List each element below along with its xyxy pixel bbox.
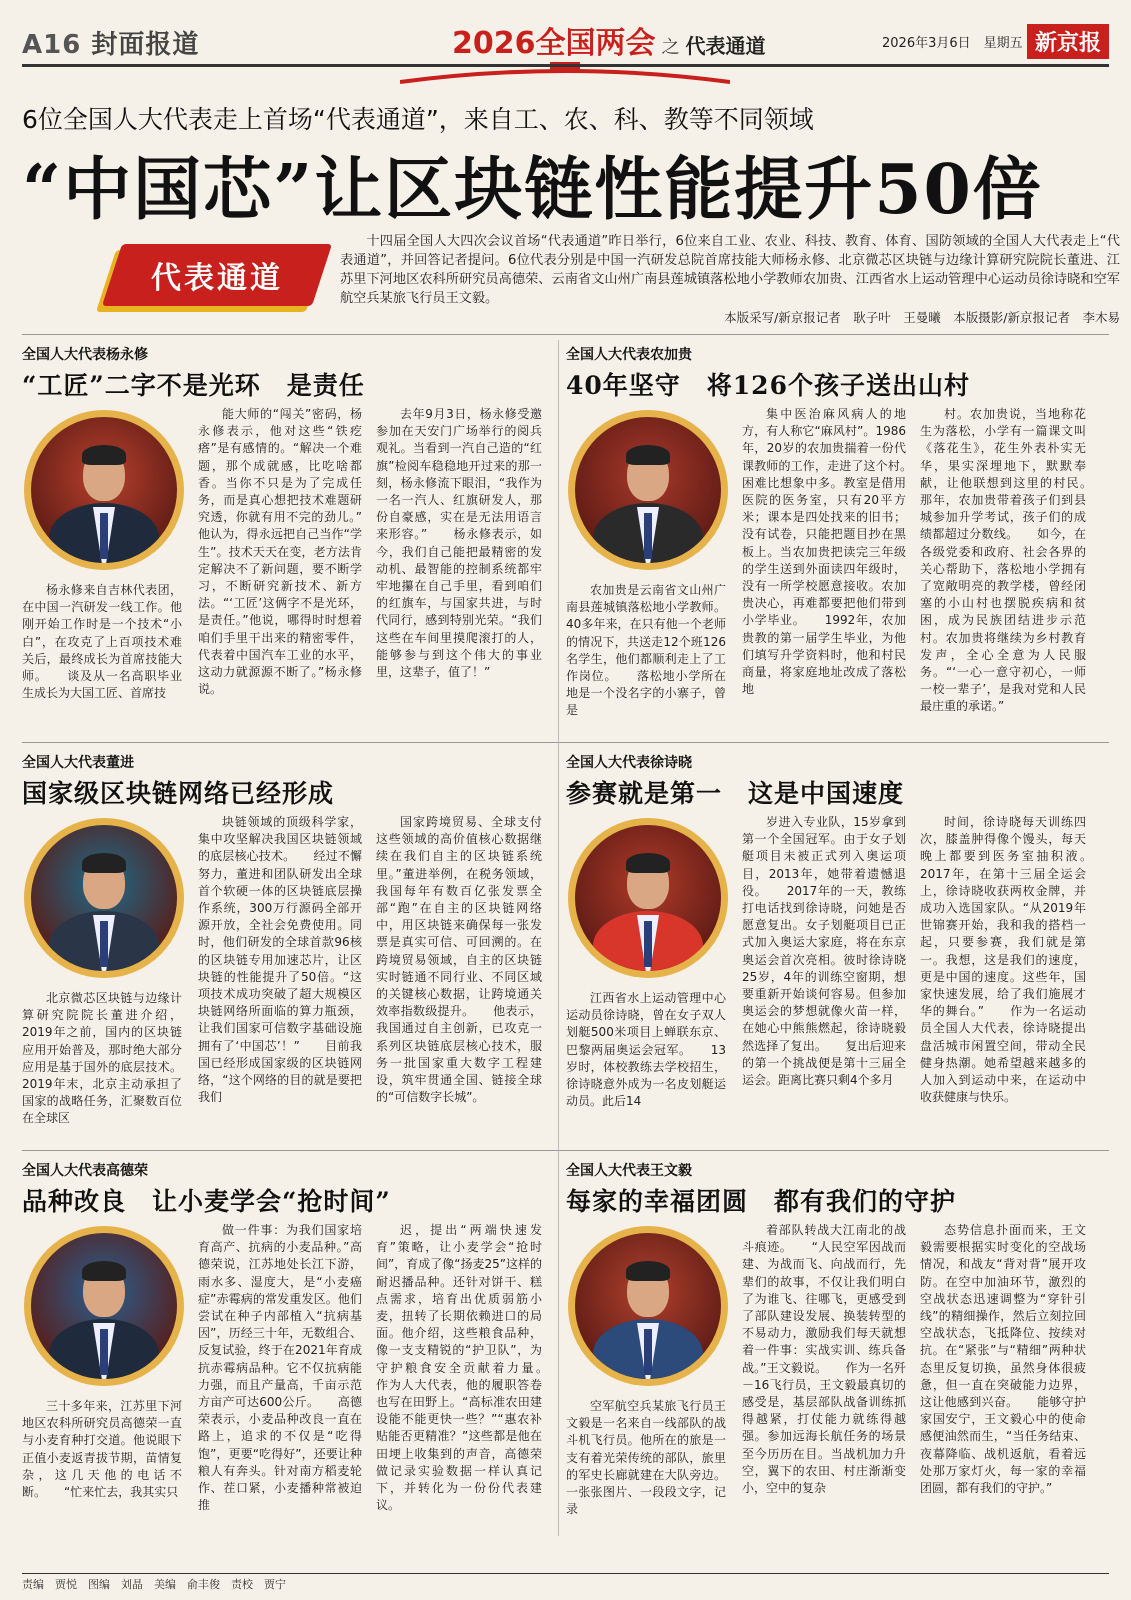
main-headline: “中国芯”让区块链性能提升50倍 xyxy=(22,150,1043,230)
article-column-2: 块链领域的顶级科学家，集中攻坚解决我国区块链领域的底层核心技术。 经过不懈努力，董进和团队研发出全球首个软硬一体的区块链底层操作系统，300万行源码全部开源开放，全社会免费使用。同时，他们研发的全球首款96核的区块链专用加速芯片，让区块链的性能提升了50倍。“这项技术成功突破了超大规模区块链网络所面临的算力瓶颈，让我们国家可信数字基础设施拥有了‘中国芯’！” 目前我国已经形成国家级的区块链网络，“这个网络的目的就是要把我们 xyxy=(198,815,362,1105)
article-title: 每家的幸福团圆 都有我们的守护 xyxy=(566,1187,957,1216)
article-body xyxy=(22,406,552,746)
issue-date xyxy=(882,32,1023,51)
lead-text: 十四届全国人大四次会议首场“代表通道”昨日举行，6位来自工业、农业、科技、教育、体育、国防领域的全国人大代表走上“代表通道”，并回答记者提问。6位代表分别是中国一汽研发总院首席技能大师杨永修、北京微芯区块链与边缘计算研究院院长董进、江苏里下河地区农科所研究员高德荣、云南省文山州广南县莲城镇落松地小学教师农加贵、江西省水上运动管理中心运动员徐诗晓和空军航空兵某旅飞行员王文毅。 xyxy=(340,234,1120,306)
article-column-3: 村。农加贵说，当地称花生为落松，小学有一篇课文叫《落花生》，花生外表朴实无华，果实深埋地下，默默奉献，让他联想到这里的村民。 那年，农加贵带着孩子们到县城参加升学考试，孩子们的成绩都超过分数线。 如今，在各级党委和政府、社会各界的关心帮助下，落松地小学拥有了宽敞明亮的教学楼，曾经闭塞的小山村也摆脱疾病和贫困，成为民族团结进步示范村。农加贵将继续为乡村教育发声，全心全意为人民服务。“‘一心一意守初心，一师一校一辈子’，是我对党和人民最庄重的承诺。” xyxy=(920,407,1086,714)
article-deputy-tag: 全国人大代表农加贵 xyxy=(566,347,692,363)
channel-badge xyxy=(112,244,322,306)
deputy-portrait xyxy=(568,818,728,978)
article-body xyxy=(566,406,1096,746)
deputy-portrait xyxy=(24,818,184,978)
brand-logo: 新京报 xyxy=(1027,24,1109,59)
event-connector: 之 xyxy=(661,37,680,58)
article-block xyxy=(566,752,1096,1109)
article-deputy-tag: 全国人大代表董进 xyxy=(22,755,134,771)
weekday-text: 星期五 xyxy=(983,36,1023,51)
column-divider xyxy=(558,340,559,1536)
article-column-2: 能大师的“闯关”密码，杨永修表示，他对这些“铁疙瘩”是有感情的。“解决一个难题，那个成就感，比吃啥都香。当你不只是为了完成任务，而是真心想把技术难题研究透，你就有用不完的劲儿。” 他认为，得永远把自己当作“学生”。技术天天在变，老方法肯定解决不了新问题，要不断学习，不断研究新技术、新方法。“‘工匠’这俩字不是光环，是责任。”他说，哪得时时想着咱们手里干出来的精密零件，代表着中国汽车工业的水平，这动力就源源不断了。”杨永修说。 xyxy=(198,407,362,697)
article-column-3: 国家跨境贸易、全球支付这些领域的高价值核心数据继续在我们自主的区块链系统里。”董进举例，在税务领域，我国每年有数百亿张发票全部“跑”在自主的区块链网络中，用区块链来确保每一张发票是真实可信、可回溯的。在跨境贸易领域，自主的区块链实时链通不同行业、不同区域的关键核心数据，让跨境通关效率指数级提升。 他表示，我国通过自主创新，已攻克一系列区块链底层核心技术，服务一批国家重大数字工程建设，筑牢贯通全国、链接全球的“可信数字长城”。 xyxy=(376,815,542,1105)
article-block xyxy=(22,1160,552,1513)
byline: 本版采写/新京报记者 耿子叶 王曼曦 本版摄影/新京报记者 李木易 xyxy=(724,310,1120,325)
article-title: 品种改良 让小麦学会“抢时间” xyxy=(22,1187,391,1216)
channel-name: 代表通道 xyxy=(685,34,766,58)
article-column-3: 迟，提出“两端快速发育”策略，让小麦学会“抢时间”，育成了像“扬麦25”这样的耐迟播品种。还针对饼干、糕点需求，培育出优质弱筋小麦，扭转了长期依赖进口的局面。他介绍，这些粮食品种，像一支支精锐的“护卫队”，为守护粮食安全贡献着力量。 作为人大代表，他的履职答卷也写在田野上。“高标准农田建设能不能更快一些？”“惠农补贴能否更精准？”这些都是他在田埂上收集到的声音，高德荣做记录实验数据一样认真记下，并转化为一份份代表建议。 xyxy=(376,1223,542,1513)
date-text: 2026年3月6日 xyxy=(882,36,971,51)
section-divider xyxy=(22,334,1109,335)
article-deputy-tag: 全国人大代表徐诗晓 xyxy=(566,755,692,771)
page-number: A16 xyxy=(22,30,82,60)
article-title: 国家级区块链网络已经形成 xyxy=(22,779,335,808)
article-block xyxy=(22,344,552,701)
section-name: 封面报道 xyxy=(91,30,200,60)
article-body xyxy=(566,814,1096,1154)
article-column-1: 北京微芯区块链与边缘计算研究院院长董进介绍，2019年之前，国内的区块链应用开始普及，那时绝大部分应用是基于国外的底层技术。2019年末，北京主动承担了国家的战略任务，汇聚数百位在全球区 xyxy=(22,991,182,1126)
deputy-portrait xyxy=(568,1226,728,1386)
article-deputy-tag: 全国人大代表杨永修 xyxy=(22,347,148,363)
article-column-1: 杨永修来自吉林代表团，在中国一汽研发一线工作。他刚开始工作时是一个技术“小白”，在攻克了上百项技术难关后，最终成长为首席技能大师。 谈及从一名高职毕业生成长为大国工匠、首席技 xyxy=(22,583,182,701)
article-column-2: 岁进入专业队，15岁拿到第一个全国冠军。由于女子划艇项目未被正式列入奥运项目，2013年，她带着遗憾退役。 2017年的一天，教练打电话找到徐诗晓，问她是否愿意复出。女子划艇项目已正式加入奥运大家庭，将在东京奥运会首次亮相。彼时徐诗晓25岁，4年的训练空窗期，想要重新开始谈何容易。但参加奥运会的梦想就像火苗一样，在她心中熊熊燃起，徐诗晓毅然选择了复出。 复出后迎来的第一个挑战便是第十三届全运会。距离比赛只剩4个多月 xyxy=(742,815,906,1088)
article-column-1: 空军航空兵某旅飞行员王文毅是一名来自一线部队的战斗机飞行员。他所在的旅是一支有着光荣传统的部队，旅里的军史长廊就建在大队旁边。一张张图片、一段段文字，记录 xyxy=(566,1399,726,1517)
deputy-portrait xyxy=(24,410,184,570)
event-title: 2026全国两会 xyxy=(452,26,656,61)
article-deputy-tag: 全国人大代表王文毅 xyxy=(566,1163,692,1179)
article-block xyxy=(566,344,1096,718)
article-body xyxy=(22,1222,552,1562)
article-title: 40年坚守 将126个孩子送出山村 xyxy=(566,371,970,400)
header-rule xyxy=(22,64,1109,67)
article-column-1: 农加贵是云南省文山州广南县莲城镇落松地小学教师。40多年来，在只有他一个老师的情况下，共送走12个班126名学生，他们都顺利走上了工作岗位。 落松地小学所在地是一个没名字的小寨子，曾是 xyxy=(566,583,726,718)
article-block xyxy=(22,752,552,1126)
article-block xyxy=(566,1160,1096,1517)
deputy-portrait xyxy=(24,1226,184,1386)
channel-badge-label: 代表通道 xyxy=(151,261,283,296)
article-column-3: 时间，徐诗晓每天训练四次，膝盖肿得像个馒头，每天晚上都要到医务室抽积液。 2017年，在第十三届全运会上，徐诗晓收获两枚金牌，并成功入选国家队。“从2019年世锦赛开始，我和我的搭档一起，只要参赛，我们就是第一。我想，这是我们的速度，更是中国的速度。这些年，国家快速发展，给了我们施展才华的舞台。” 作为一名运动员全国人大代表，徐诗晓提出盘活城市闲置空间，带动全民健身热潮。她希望越来越多的人加入到运动中来，在运动中收获健康与快乐。 xyxy=(920,815,1086,1105)
article-column-3: 态势信息扑面而来，王文毅需要根据实时变化的空战场情况，和战友“背对背”展开攻防。在空中加油环节，激烈的空战状态迅速调整为“穿针引线”的精细操作，然后立刻拉回空战状态，飞抵降位、按续对抗。在“紧张”与“精细”两种状态里反复切换，虽然身体很疲惫，但一直在突破能力边界，这让他感到兴奋。 能够守护家国安宁，王文毅心中的使命感便油然而生，“当任务结束、夜幕降临、战机返航，看着远处那万家灯火，每一家的幸福团圆，都有我们的守护。” xyxy=(920,1223,1086,1496)
article-body xyxy=(22,814,552,1154)
article-column-1: 三十多年来，江苏里下河地区农科所研究员高德荣一直与小麦育种打交道。他说眼下正值小麦返青拔节期，苗情复杂，这几天他的电话不断。 “忙来忙去，我其实只 xyxy=(22,1399,182,1500)
article-column-2: 做一件事：为我们国家培育高产、抗病的小麦品种。”高德荣说，江苏地处长江下游，雨水多、湿度大，是“小麦癌症”赤霉病的常发重发区。他们尝试在种子内部植入“抗病基因”，历经三十年，无数组合、反复试验，终于在2021年育成抗赤霉病品种。它不仅抗病能力强，而且产量高，千亩示范方亩产可达600公斤。 高德荣表示，小麦品种改良一直在路上，追求的不仅是“吃得饱”，更要“吃得好”，还要让种粮人有奔头。针对南方稻麦轮作、茬口紧，小麦播种常被迫推 xyxy=(198,1223,362,1513)
editor-credits: 责编 贾悦 图编 刘晶 美编 俞丰俊 责校 贾宁 xyxy=(22,1578,286,1591)
article-column-2: 着部队转战大江南北的战斗痕迹。 “人民空军因战而建、为战而飞、向战而行，先辈们的故事，不仅让我们明白了为谁飞、往哪飞，更感受到了部队建设发展、换装转型的不易动力，激励我们每天就想着一件事：实战实训、练兵备战。”王文毅说。 作为一名歼－16飞行员，王文毅最真切的感受是，基层部队战备训练抓得越紧，打仗能力就练得越强。参加远海长航任务的场景至今历历在目。当战机加力升空，翼下的农田、村庄渐渐变小，空中的复杂 xyxy=(742,1223,906,1496)
deputy-portrait xyxy=(568,410,728,570)
article-title: “工匠”二字不是光环 是责任 xyxy=(22,371,365,400)
article-column-2: 集中医治麻风病人的地方，有人称它“麻风村”。1986年，20岁的农加贵揣着一份代课教师的工作，走进了这个村。 困难比想象中多。教室是借用医院的医务室，只有20平方米；课本是四处找来的旧书；没有试卷，只能把题目抄在黑板上。当农加贵把读完三年级的学生送到外面读四年级时，没有一所学校愿意接收。农加贵决心，再难都要把他们带到小学毕业。 1992年，农加贵教的第一届学生毕业，为他们填写升学资料时，他和村民商量，将家庭地址改成了落松地 xyxy=(742,407,906,697)
footer-rule xyxy=(22,1573,1109,1574)
article-column-3: 去年9月3日，杨永修受邀参加在天安门广场举行的阅兵观礼。当看到一汽自己造的“红旗”检阅车稳稳地开过来的那一刻，杨永修流下眼泪，“我作为一名一汽人、红旗研发人，那份自豪感，实在是无法用语言来形容。” 杨永修表示，如今，我们自己能把最精密的发动机、最智能的控制系统都牢牢地攥在自己手里，看到咱们的红旗车，与国家共进，与时代同行，感到特别光荣。“我们这些在车间里摸爬滚打的人，能够参与到这个伟大的事业里，这辈子，值了！” xyxy=(376,407,542,680)
article-column-1: 江西省水上运动管理中心运动员徐诗晓，曾在女子双人划艇500米项目上蝉联东京、巴黎两届奥运会冠军。 13岁时，体校教练去学校招生，徐诗晓意外成为一名皮划艇运动员。此后14 xyxy=(566,991,726,1109)
article-title: 参赛就是第一 这是中国速度 xyxy=(566,779,905,808)
article-body xyxy=(566,1222,1096,1562)
lead-paragraph xyxy=(340,232,1120,327)
masthead-arc-decoration xyxy=(400,56,730,84)
sub-headline: 6位全国人大代表走上首场“代表通道”，来自工、农、科、教等不同领域 xyxy=(22,105,814,134)
article-deputy-tag: 全国人大代表高德荣 xyxy=(22,1163,148,1179)
